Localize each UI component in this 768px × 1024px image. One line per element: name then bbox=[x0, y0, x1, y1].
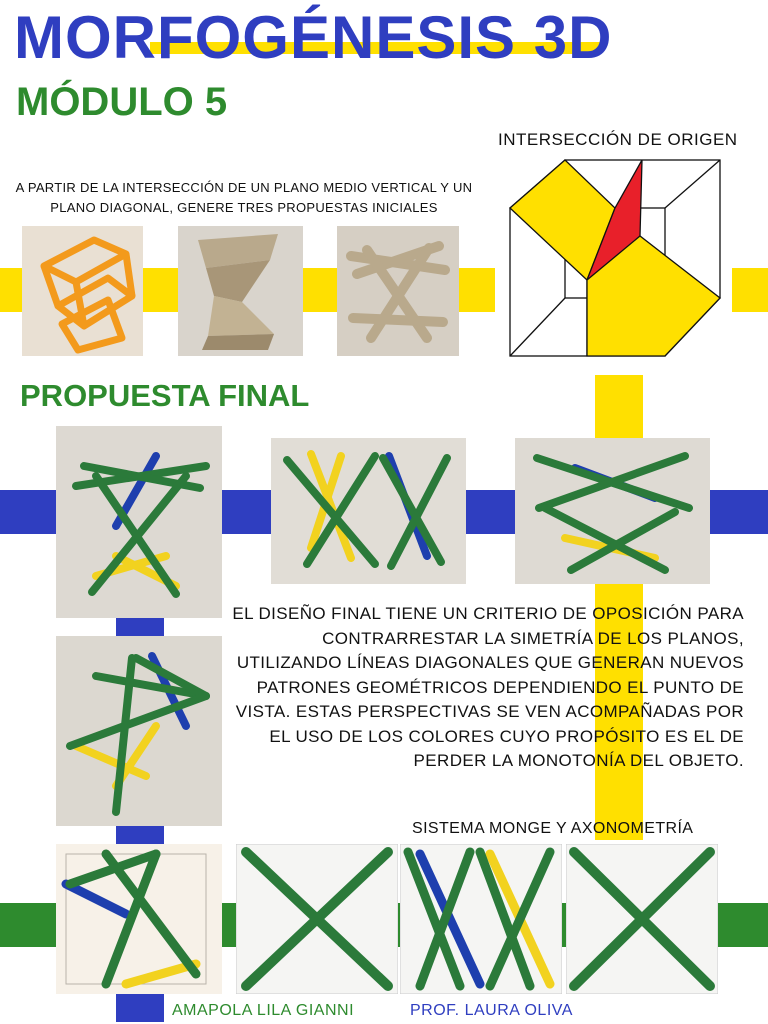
blue-connector-1 bbox=[116, 618, 164, 636]
module-subtitle: MÓDULO 5 bbox=[16, 80, 228, 124]
initial-proposal-photo-3 bbox=[337, 226, 459, 356]
monge-view-1 bbox=[236, 844, 398, 994]
professor-name: PROF. LAURA OLIVA bbox=[410, 1002, 573, 1019]
final-description: EL DISEÑO FINAL TIENE UN CRITERIO DE OPOSICIÓN PARA CONTRARRESTAR LA SIMETRÍA DE LOS PLANOS, UTILIZANDO LÍNEAS DIAGONALES QUE GENERAN NUEVOS PATRONES GEOMÉTRICOS DEPENDIENDO EL PUNTO DE VISTA. ESTAS PERSPECTIVAS SE VEN ACOMPAÑADAS POR EL USO DE LOS COLORES CUYO PROPÓSITO ES EL DE PERDER LA MONOTONÍA DEL OBJETO. bbox=[232, 604, 744, 770]
initial-proposal-photo-1 bbox=[22, 226, 143, 356]
origin-intersection-diagram bbox=[505, 158, 725, 358]
axonometric-drawing bbox=[56, 844, 222, 994]
final-proposal-heading: PROPUESTA FINAL bbox=[20, 378, 310, 413]
bottom-blue-tab bbox=[116, 992, 164, 1022]
origin-label: INTERSECCIÓN DE ORIGEN bbox=[498, 130, 738, 149]
initial-proposal-photo-2 bbox=[178, 226, 303, 356]
page-title: MORFOGÉNESIS 3D bbox=[14, 4, 613, 71]
monge-view-3 bbox=[566, 844, 718, 994]
row1-yellow-band-right bbox=[732, 268, 768, 312]
blue-connector-2 bbox=[116, 826, 164, 844]
final-proposal-photo-1 bbox=[56, 426, 222, 618]
monge-label: SISTEMA MONGE Y AXONOMETRÍA bbox=[412, 820, 694, 837]
final-proposal-photo-4 bbox=[56, 636, 222, 826]
final-proposal-photo-2 bbox=[271, 438, 466, 584]
author-name: AMAPOLA LILA GIANNI bbox=[172, 1002, 355, 1019]
monge-view-2 bbox=[400, 844, 562, 994]
intro-text: A PARTIR DE LA INTERSECCIÓN DE UN PLANO MEDIO VERTICAL Y UN PLANO DIAGONAL, GENERE TRES PROPUESTAS INICIALES bbox=[15, 180, 473, 215]
row1-yellow-band-left bbox=[0, 268, 24, 312]
final-proposal-photo-3 bbox=[515, 438, 710, 584]
